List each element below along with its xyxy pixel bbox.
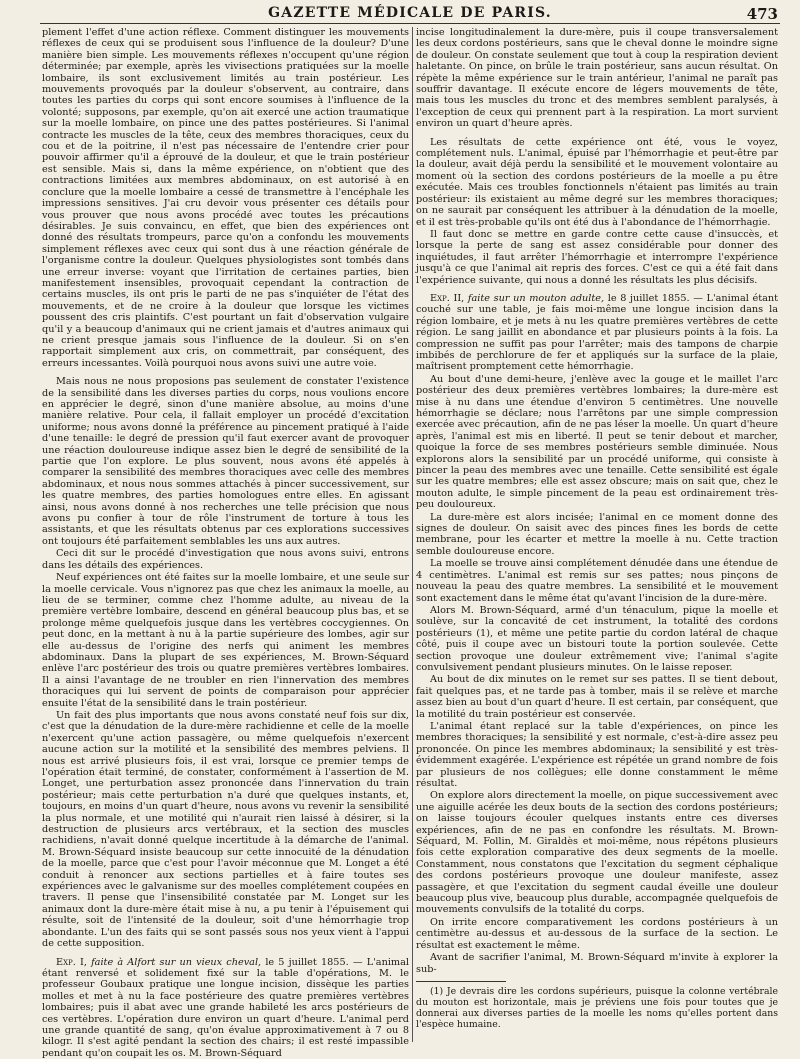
footnote: (1) Je devrais dire les cordons supérieurs, puisque la colonne vertébrale du mouton est horizontale, mais je préviens une fois pour toutes que je donnerai aux diverses parties de la moelle les noms qu'elles portent dans l'espèce humaine. [416,986,778,1030]
paragraph: Avant de sacrifier l'animal, M. Brown-Séquard m'invite à explorer la sub- [416,952,778,975]
paragraph: Mais nous ne nous proposions pas seulement de constater l'existence de la sensibilité dans les diverses parties du corps, nous voulions encore en apprécier le degré, sinon d'une manière absolue, au moins d'une manière relative. Pour cela, il fallait employer un procédé d'excitation uniforme; nous avons donné la préférence au pincement pratiqué à l'aide d'une tenaille: le degré de pression qu'il faut exercer avant de provoquer une réaction douloureuse indique assez bien le degré de sensibilité de la partie que l'on explore. Le plus souvent, nous avons été appelés à comparer la sensibilité des membres thoraciques avec celle des membres abdominaux, et nous nous sommes attachés à pincer successivement, sur les quatre membres, des parties homologues entre elles. En agissant ainsi, nous avons donné à nos recherches une telle précision que nous avons pu confier à tour de rôle l'instrument de torture à tous les assistants, et que les résultats obtenus par ces explorations successives ont toujours été parfaitement semblables les uns aux autres. [42,376,409,547]
left-column [42,27,409,1042]
header-rule [40,23,780,24]
paragraph: Au bout de dix minutes on le remet sur ses pattes. Il se tient debout, fait quelques pas, et ne tarde pas à tomber, mais il se relève et marche assez bien au bout d'un quart d'heure. Il est certain, par conséquent, que la motilité du train postérieur est conservée. [416,674,778,720]
paragraph: Neuf expériences ont été faites sur la moelle lombaire, et une seule sur la moelle cervicale. Vous n'ignorez pas que chez les animaux la moelle, au lieu de se terminer, comme chez l'homme adulte, au niveau de la première vertèbre lombaire, descend en général beaucoup plus bas, et se prolonge même quelquefois jusque dans les vertèbres coccygiennes. On peut donc, en la mettant à nu à la partie supérieure des lombes, agir sur elle au-dessus de l'origine des nerfs qui animent les membres abdominaux. Dans la plupart de ses expériences, M. Brown-Séquard enlève l'arc postérieur des trois ou quatre premières vertèbres lombaires. Il a ainsi l'avantage de ne troubler en rien l'innervation des membres thoraciques qui lui servent de points de comparaison pour apprécier ensuite l'état de la sensibilité dans le train postérieur. [42,572,409,709]
paragraph: On explore alors directement la moelle, on pique successivement avec une aiguille acérée les deux bouts de la section des cordons postérieurs; on laisse toujours écouler quelques instants entre ces diverses expériences, afin de ne pas en confondre les résultats. M. Brown-Séquard, M. Follin, M. Giraldès et moi-même, nous répétons plusieurs fois cette exploration comparative des deux segments de la moelle. Constamment, nous constatons que l'excitation du segment céphalique des cordons postérieurs provoque une douleur manifeste, assez passagère, et que l'excitation du segment caudal éveille une douleur beaucoup plus vive, beaucoup plus durable, accompagnée quelquefois de mouvements convulsifs de la totalité du corps. [416,790,778,915]
paragraph: Au bout d'une demi-heure, j'enlève avec la gouge et le maillet l'arc postérieur des deux premières vertèbres lombaires; la dure-mère est mise à nu dans une étendue d'environ 5 centimètres. Une nouvelle hémorrhagie se déclare; nous l'arrêtons par une simple compression exercée avec précaution, afin de ne pas léser la moelle. Un quart d'heure après, l'animal est mis en liberté. Il peut se tenir debout et marcher, quoique la force de ses membres postérieurs semble diminuée. Nous explorons alors la sensibilité par un procédé uniforme, qui consiste à pincer la peau des membres avec une tenaille. Cette sensibilité est égale sur les quatre membres; elle est assez obscure; mais on sait que, chez le mouton adulte, le simple pincement de la peau est ordinairement très-peu douloureux. [416,374,778,511]
right-column [416,27,778,1042]
experiment-label: Exp. I, [56,957,87,968]
column-divider [412,27,413,1042]
page-header [40,4,780,22]
paragraph: La dure-mère est alors incisée; l'animal en ce moment donne des signes de douleur. On saisit avec des pinces fines les bords de cette membrane, pour les écarter et mettre la moelle à nu. Cette traction semble douloureuse encore. [416,512,778,558]
paragraph: L'animal étant replacé sur la table d'expériences, on pince les membres thoraciques; la sensibilité y est normale, c'est-à-dire assez peu prononcée. On pince les membres abdominaux; la sensibilité y est très-évidemment exagérée. L'expérience est répétée un grand nombre de fois par plusieurs de nos collègues; elle donne constamment le même résultat. [416,721,778,789]
paragraph: plement l'effet d'une action réflexe. Comment distinguer les mouvements réflexes de ceux qui se produisent sous l'influence de la douleur? D'une manière bien simple. Les mouvements réflexes n'occupent qu'une région déterminée; par exemple, après les vivisections pratiquées sur la moelle lombaire, ils sont exclusivement limités au train postérieur. Les mouvements provoqués par la douleur s'observent, au contraire, dans toutes les parties du corps qui sont encore soumises à l'influence de la volonté; supposons, par exemple, qu'on ait exercé une action traumatique sur la moelle lombaire, on pince une des pattes postérieures. Si l'animal contracte les muscles de la tête, ceux des membres thoraciques, ceux du cou et de la poitrine, il n'est pas nécessaire de l'entendre crier pour pouvoir affirmer qu'il a éprouvé de la douleur, et que le train postérieur est sensible. Mais si, dans la même expérience, on n'obtient que des contractions limitées aux membres abdominaux, on est autorisé à en conclure que la moelle lombaire a cessé de transmettre à l'encéphale les impressions sensitives. J'ai cru devoir vous présenter ces détails pour vous prouver que nous avons procédé avec toutes les précautions désirables. Je suis convaincu, en effet, que bien des expériences ont donné des résultats trompeurs, parce qu'on a confondu les mouvements simplement réflexes avec ceux qui sont dus à une réaction générale de l'organisme contre la douleur. Quelques physiologistes sont tombés dans une erreur inverse: voyant que l'irritation de certaines parties, bien manifestement insensibles, provoquait cependant la contraction de certains muscles, ils ont pris le parti de ne pas s'inquiéter de l'état des mouvements, et de ne croire à la douleur que lorsque les victimes poussent des cris plaintifs. C'est pourtant un fait d'observation vulgaire qu'il y a beaucoup d'animaux qui ne crient jamais et d'autres animaux qui ne crient presque jamais sous l'influence de la douleur. Si on s'en rapportait simplement aux cris, on commettrait, par conséquent, des erreurs incessantes. Voilà pourquoi nous avons suivi une autre voie. [42,27,409,369]
paragraph: Alors M. Brown-Séquard, armé d'un ténaculum, pique la moelle et soulève, sur la concavité de cet instrument, la totalité des cordons postérieurs (1), et même une petite partie du cordon latéral de chaque côté, puis il coupe avec un bistouri toute la portion soulevée. Cette section provoque une douleur extrêmement vive; l'animal s'agite convulsivement pendant plusieurs minutes. On le laisse reposer. [416,605,778,673]
paragraph: Un fait des plus importants que nous avons constaté neuf fois sur dix, c'est que la dénudation de la dure-mère rachidienne et celle de la moelle n'exercent qu'une action passagère, ou même quelquefois n'exercent aucune action sur la motilité et la sensibilité des membres pelviens. Il nous est arrivé plusieurs fois, il est vrai, lorsque ce premier temps de l'opération était terminé, de constater, conformément à l'assertion de M. Longet, une perturbation assez prononcée dans l'innervation du train postérieur; mais cette perturbation n'a duré que quelques instants, et, toujours, en moins d'un quart d'heure, nous avons vu revenir la sensibilité la plus normale, et une motilité qui n'aurait rien laissé à désirer, si la destruction de plusieurs arcs vertébraux, et la section des muscles rachidiens, n'avait donné quelque incertitude à la démarche de l'animal. M. Brown-Séquard insiste beaucoup sur cette innocuité de la dénudation de la moelle, parce que c'est pour l'avoir méconnue que M. Longet a été conduit à renoncer aux sections partielles et à faire toutes ses expériences avec le galvanisme sur des moelles complétement coupées en travers. Il pense que l'insensibilité constatée par M. Longet sur les animaux dont la dure-mère était mise à nu, a pu tenir à l'épuisement qui résulte, soit de l'intensité de la douleur, soit d'une hémorrhagie trop abondante. L'un des faits qui se sont passés sous nos yeux vient à l'appui de cette supposition. [42,710,409,950]
experiment-text: le 8 juillet 1855. — L'animal étant couché sur une table, je fais moi-même une longue incision dans la région lombaire, et je mets à nu les quatre premières vertèbres de cette région. Le sang jaillit en abondance et par plusieurs points à la fois. La compression ne suffit pas pour l'arrêter; mais des tampons de charpie imbibés de perchlorure de fer et appliqués sur la surface de la plaie, maîtrisent promptement cette hémorrhagie. [416,293,778,372]
paragraph: Les résultats de cette expérience ont été, vous le voyez, complétement nuls. L'animal, épuisé par l'hémorrhagie et peut-être par la douleur, avait déjà perdu la sensibilité et le mouvement volontaire au moment où la section des cordons postérieurs de la moelle a pu être exécutée. Mais ces troubles fonctionnels n'étaient pas limités au train postérieur: ils existaient au même degré sur les membres thoraciques; on ne saurait par conséquent les attribuer à la dénudation de la moelle, et il est très-probable qu'ils ont été dus à l'abondance de l'hémorrhagie. [416,137,778,228]
paragraph: incise longitudinalement la dure-mère, puis il coupe transversalement les deux cordons postérieurs, sans que le cheval donne le moindre signe de douleur. On constate seulement que tout à coup la respiration devient haletante. On pince, on brûle le train postérieur, sans aucun résultat. On répète la même expérience sur le train antérieur, l'animal ne paraît pas souffrir davantage. Il exécute encore de légers mouvements de tête, mais tous les muscles du tronc et des membres semblent paralysés, à l'exception de ceux qui prennent part à la respiration. La mort survient environ un quart d'heure après. [416,27,778,130]
experiment-title: faite à Alfort sur un vieux cheval, [91,957,261,968]
paragraph: La moelle se trouve ainsi complétement dénudée dans une étendue de 4 centimètres. L'animal est remis sur ses pattes; nous pinçons de nouveau la peau des quatre membres. La sensibilité et le mouvement sont exactement dans le même état qu'avant l'incision de la dure-mère. [416,558,778,604]
experiment-paragraph [416,293,778,373]
journal-title: GAZETTE MÉDICALE DE PARIS. [268,5,552,21]
experiment-text: le 5 juillet 1855. — L'animal étant renversé et solidement fixé sur la table d'opérations, M. le professeur Goubaux pratique une longue incision, dissèque les parties molles et met à nu la face postérieure des quatre premières vertèbres lombaires; puis il abat avec une grande habileté les arcs postérieurs de ces vertèbres. L'opération dure environ un quart d'heure. L'animal perd une grande quantité de sang, qu'on évalue approximativement à 7 ou 8 kilogr. Il s'est agité pendant la section des chairs; il est resté impassible pendant qu'on coupait les os. M. Brown-Séquard [42,957,409,1059]
paragraph: Il faut donc se mettre en garde contre cette cause d'insuccès, et lorsque la perte de sang est assez considérable pour donner des inquiétudes, il faut arrêter l'hémorrhagie et interrompre l'expérience jusqu'à ce que l'animal ait repris des forces. C'est ce qui a été fait dans l'expérience suivante, qui nous a donné les résultats les plus décisifs. [416,229,778,286]
page-number: 473 [747,5,778,23]
footnote-rule [416,981,506,982]
experiment-label: Exp. II, [430,293,464,304]
experiment-title: faite sur un mouton adulte, [468,293,604,304]
experiment-paragraph [42,957,409,1059]
paragraph: On irrite encore comparativement les cordons postérieurs à un centimètre au-dessus et au-dessous de la surface de la section. Le résultat est exactement le même. [416,917,778,951]
paragraph: Ceci dit sur le procédé d'investigation que nous avons suivi, entrons dans les détails des expériences. [42,548,409,571]
